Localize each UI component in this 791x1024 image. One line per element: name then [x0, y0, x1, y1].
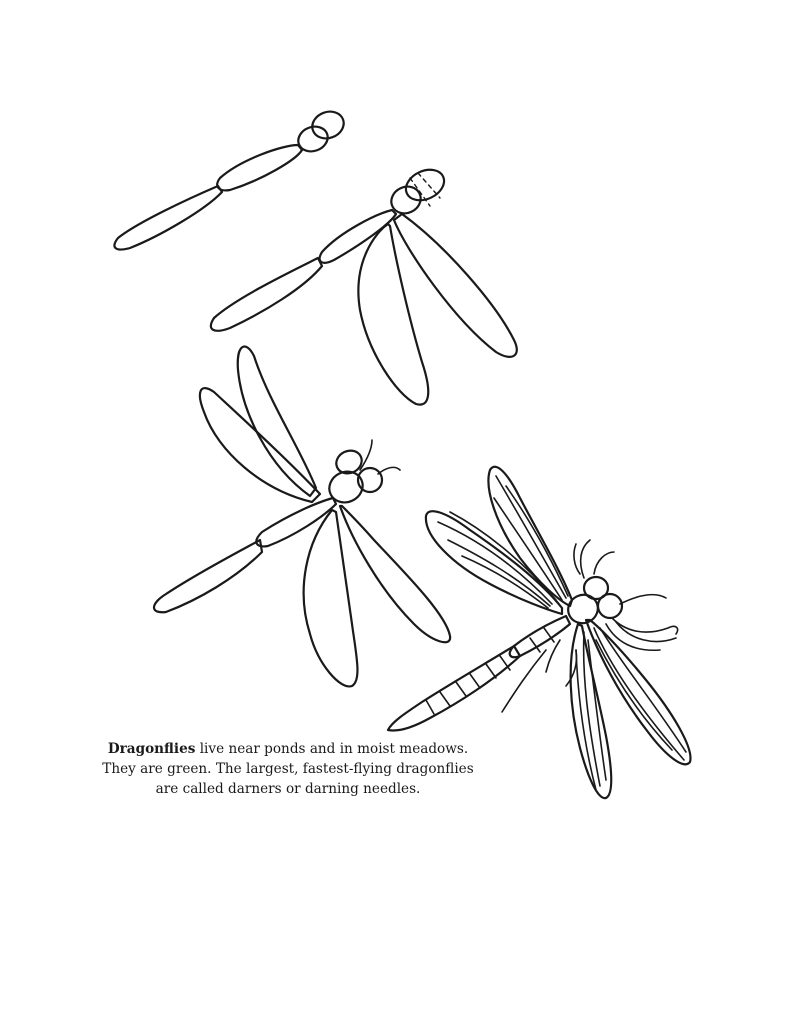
caption-line-1-rest: live near ponds and in moist meadows. [195, 741, 469, 757]
caption-text [88, 739, 488, 799]
caption-line-3: are called darners or darning needles. [155, 781, 421, 797]
caption-line-2: They are green. The largest, fastest-flying dragonflies [102, 761, 474, 777]
step-1-dragonfly [114, 107, 347, 249]
caption-line-1 [88, 739, 488, 759]
step-2-dragonfly [211, 164, 517, 405]
caption-bold-word: Dragonflies [107, 741, 196, 757]
